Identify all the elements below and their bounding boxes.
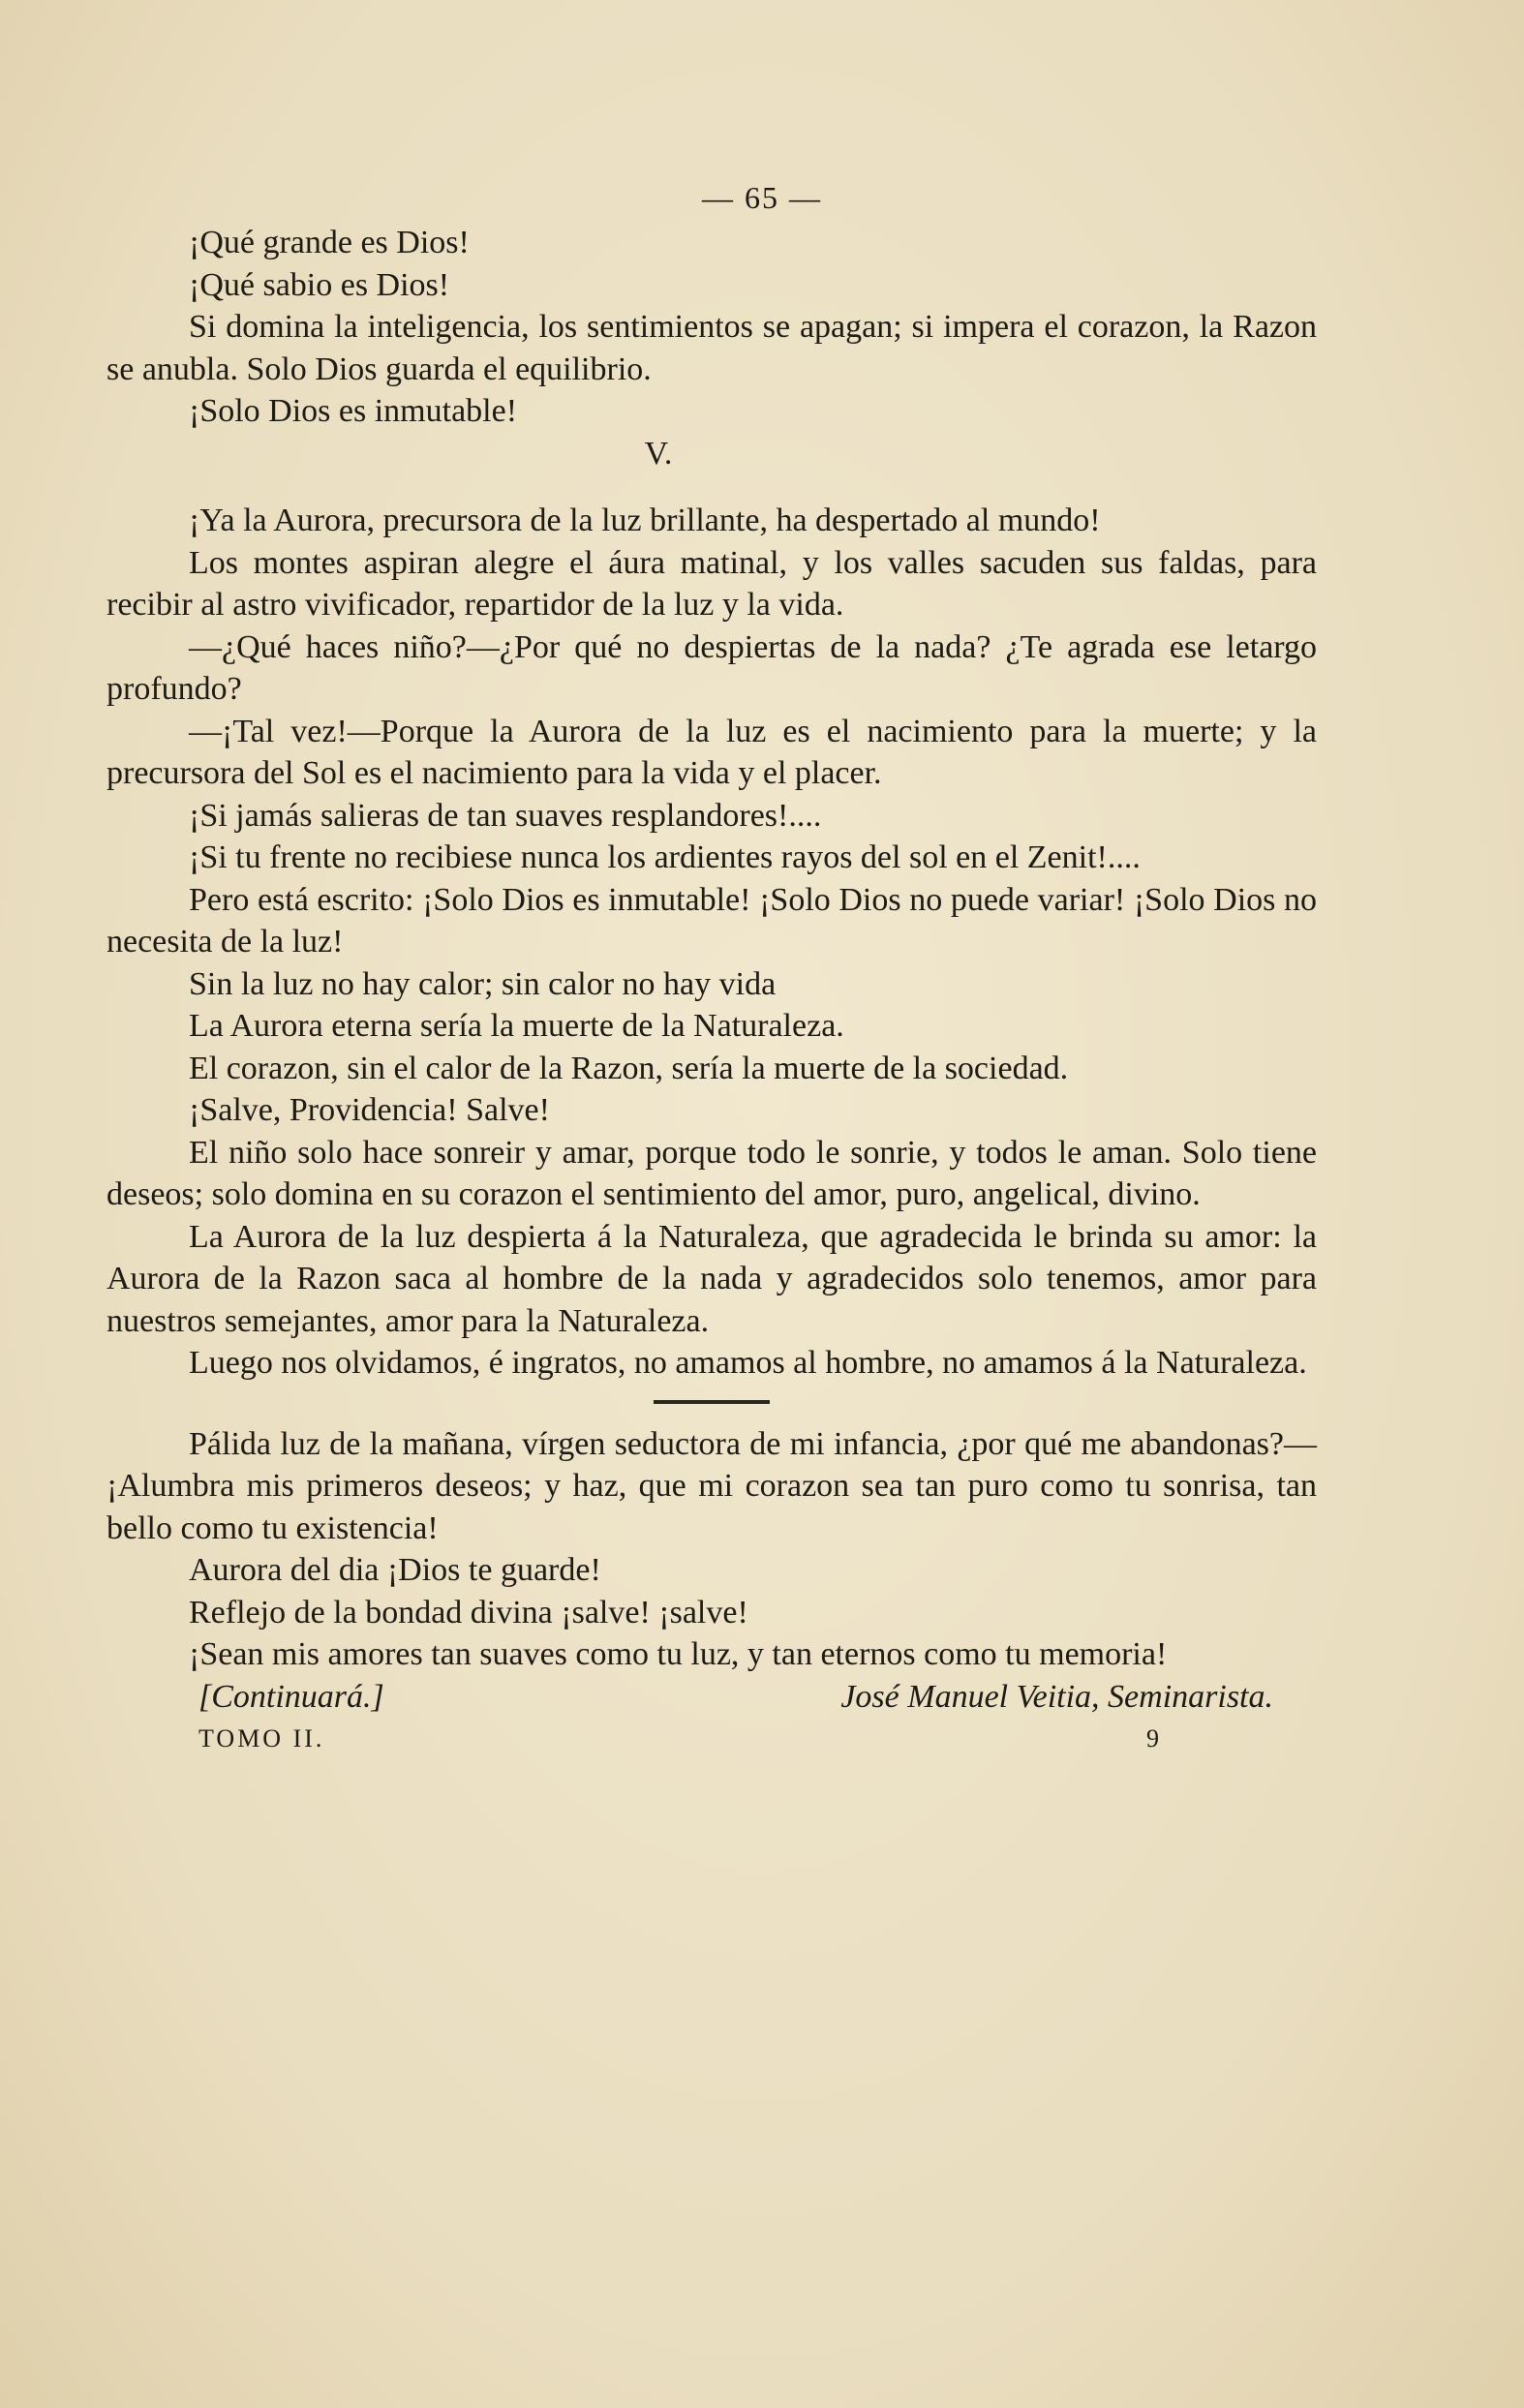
dialogue-paragraph: —¡Tal vez!—Porque la Aurora de la luz es el nacimiento para la muerte; y la precursora del Sol es el nacimiento para la vida y el placer. <box>107 713 1317 791</box>
exclamation-line: ¡Solo Dios es inmutable! <box>189 393 518 429</box>
paragraph: Si domina la inteligencia, los sentimientos se apagan; si impera el corazon, la Razon se anubla. Solo Dios guarda el equilibrio. <box>107 309 1317 387</box>
paragraph: El niño solo hace sonreir y amar, porque todo le sonrie, y todos le aman. Solo tiene deseos; solo domina en su corazon el sentimiento del amor, puro, angelical, divino. <box>107 1134 1317 1212</box>
paragraph: Luego nos olvidamos, é ingratos, no amamos al hombre, no amamos á la Naturaleza. <box>189 1345 1307 1381</box>
paragraph: La Aurora de la luz despierta á la Naturaleza, que agradecida le brinda su amor: la Aurora de la Razon saca al hombre de la nada y agradecidos solo tenemos, amor para nuestros semejantes, amor para la Naturaleza. <box>107 1218 1317 1339</box>
signature-line <box>107 1676 1317 1719</box>
paragraph: Pero está escrito: ¡Solo Dios es inmutable! ¡Solo Dios no puede variar! ¡Solo Dios no necesita de la luz! <box>107 881 1317 960</box>
continuation-note: [Continuará.] <box>198 1678 384 1715</box>
paragraph: Los montes aspiran alegre el áura matinal, y los valles sacuden sus faldas, para recibir al astro vivificador, repartidor de la luz y la vida. <box>107 544 1317 623</box>
paragraph: Aurora del dia ¡Dios te guarde! <box>189 1552 601 1588</box>
paragraph: ¡Ya la Aurora, precursora de la luz brillante, ha despertado al mundo! <box>189 503 1101 538</box>
page-footer <box>107 1718 1317 1760</box>
paragraph: Sin la luz no hay calor; sin calor no hay vida <box>189 965 777 1002</box>
signature-mark: 9 <box>1146 1724 1162 1753</box>
paragraph: ¡Salve, Providencia! Salve! <box>189 1092 550 1128</box>
section-divider <box>654 1400 770 1404</box>
paragraph: La Aurora eterna sería la muerte de la Naturaleza. <box>189 1008 844 1044</box>
paragraph: ¡Si tu frente no recibiese nunca los ardientes rayos del sol en el Zenit!.... <box>189 839 1141 875</box>
page-number: — 65 — <box>702 180 822 215</box>
paragraph: El corazon, sin el calor de la Razon, sería la muerte de la sociedad. <box>189 1050 1069 1086</box>
paragraph: Reflejo de la bondad divina ¡salve! ¡salve! <box>189 1594 748 1631</box>
paragraph: Pálida luz de la mañana, vírgen seductora de mi infancia, ¿por qué me abandonas?—¡Alumbra mis primeros deseos; y haz, que mi corazon sea tan puro como tu sonrisa, tan bello como tu existencia! <box>107 1425 1317 1546</box>
dialogue-paragraph: —¿Qué haces niño?—¿Por qué no despiertas de la nada? ¿Te agrada ese letargo profundo? <box>107 628 1317 707</box>
volume-label: TOMO II. <box>198 1724 325 1753</box>
author-signature: José Manuel Veitia, Seminarista. <box>840 1678 1273 1715</box>
exclamation-line: ¡Qué sabio es Dios! <box>189 266 450 303</box>
paragraph: ¡Si jamás salieras de tan suaves resplandores!.... <box>189 797 822 834</box>
section-heading: V. <box>644 435 673 472</box>
exclamation-line: ¡Qué grande es Dios! <box>189 225 470 260</box>
page-body <box>107 179 1317 1760</box>
paragraph: ¡Sean mis amores tan suaves como tu luz, y tan eternos como tu memoria! <box>189 1636 1168 1672</box>
